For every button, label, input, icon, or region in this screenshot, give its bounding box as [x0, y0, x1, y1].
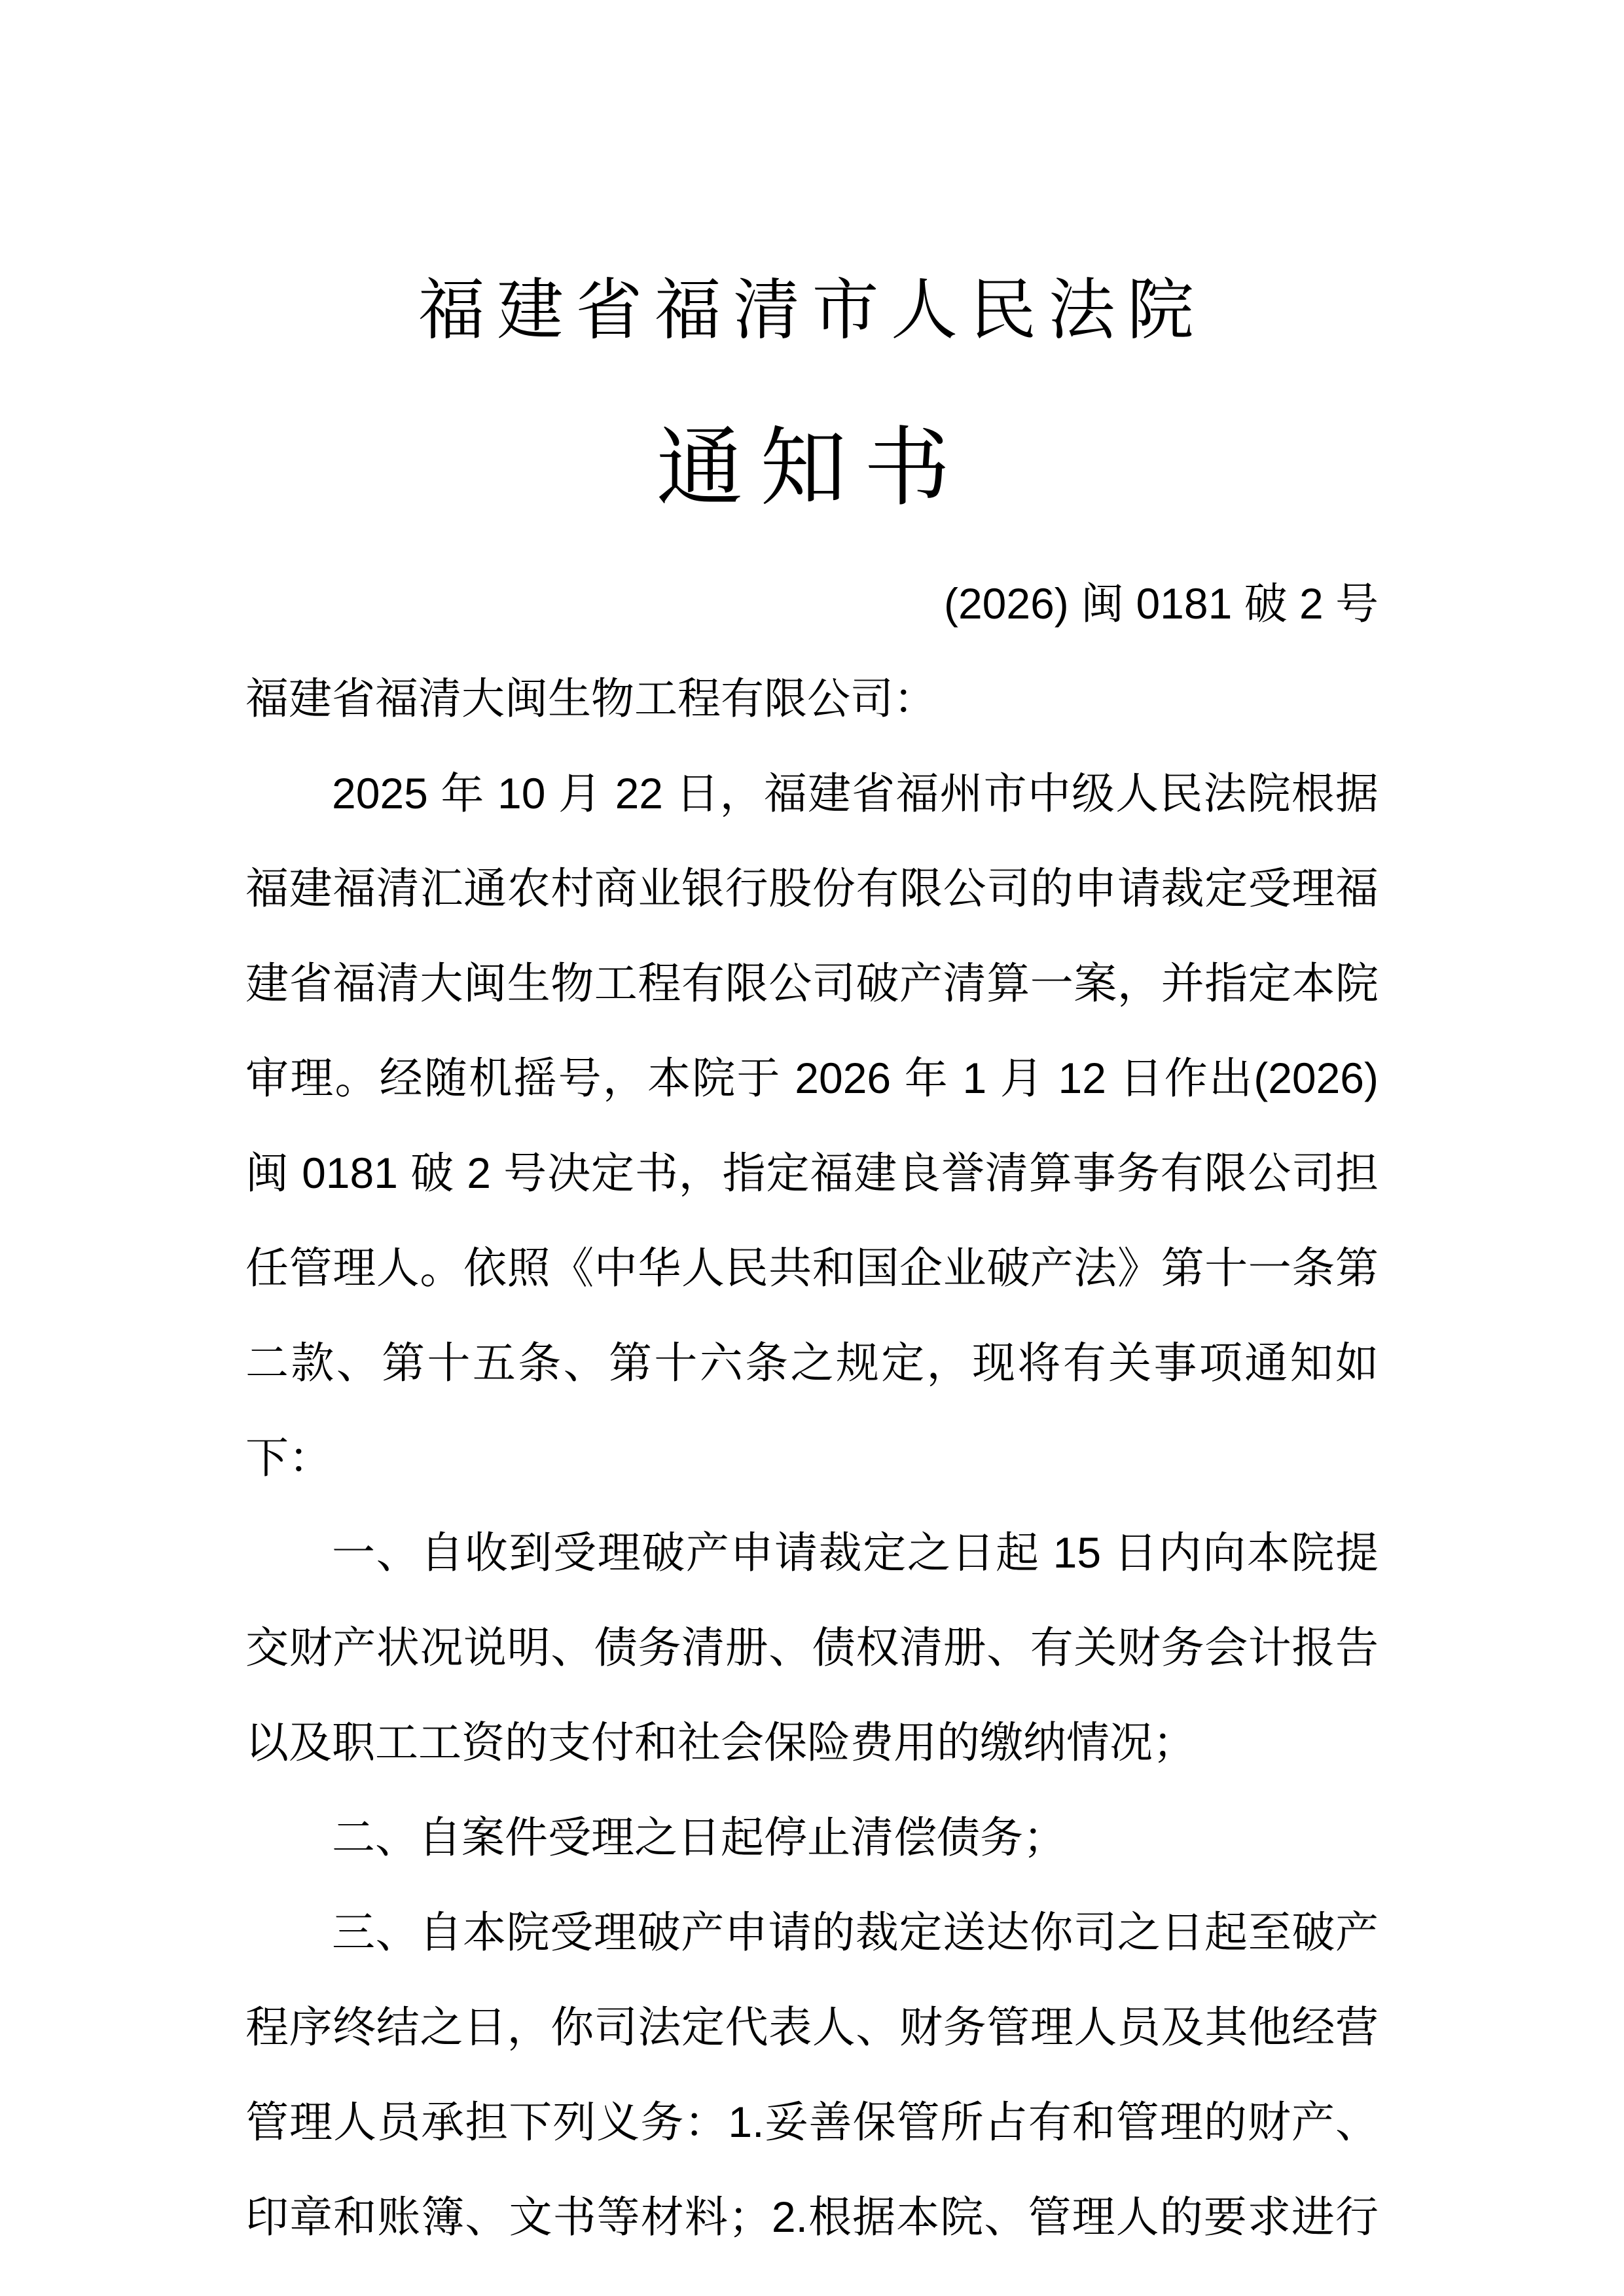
case-number: (2026) 闽 0181 破 2 号 [944, 579, 1379, 628]
body-paragraph-item-2: 二、自案件受理之日起停止清偿债务； [332, 1813, 1066, 1861]
body-paragraph-item-3: 三、自本院受理破产申请的裁定送达你司之日起至破产程序终结之日，你司法定代表人、财务管理人员及其他经营管理人员承担下列义务：1.妥善保管所占有和管理的财产、印章和账簿、文书等材料；2.根据本院、管理人的要求进行 [245, 1908, 1379, 2241]
court-name-title: 福建省福清市人民法院 [418, 272, 1206, 350]
document-type-title: 通知书 [656, 418, 968, 518]
body-paragraph-item-1: 一、自收到受理破产申请裁定之日起 15 日内向本院提交财产状况说明、债务清册、债权清册、有关财务会计报告以及职工工资的支付和社会保险费用的缴纳情况； [245, 1528, 1379, 1767]
body-paragraph-intro: 2025 年 10 月 22 日，福建省福州市中级人民法院根据福建福清汇通农村商业银行股份有限公司的申请裁定受理福建省福清大闽生物工程有限公司破产清算一案，并指定本院审理。经随机摇号，本院于 2026 年 1 月 12 日作出(2026)闽 0181 破 2 号决定书，指定福建良誉清算事务有限公司担任管理人。依照《中华人民共和国企业破产法》第十一条第二款、第十五条、第十六条之规定，现将有关事项通知如下： [245, 769, 1379, 1482]
recipient-line: 福建省福清大闽生物工程有限公司： [245, 674, 937, 723]
